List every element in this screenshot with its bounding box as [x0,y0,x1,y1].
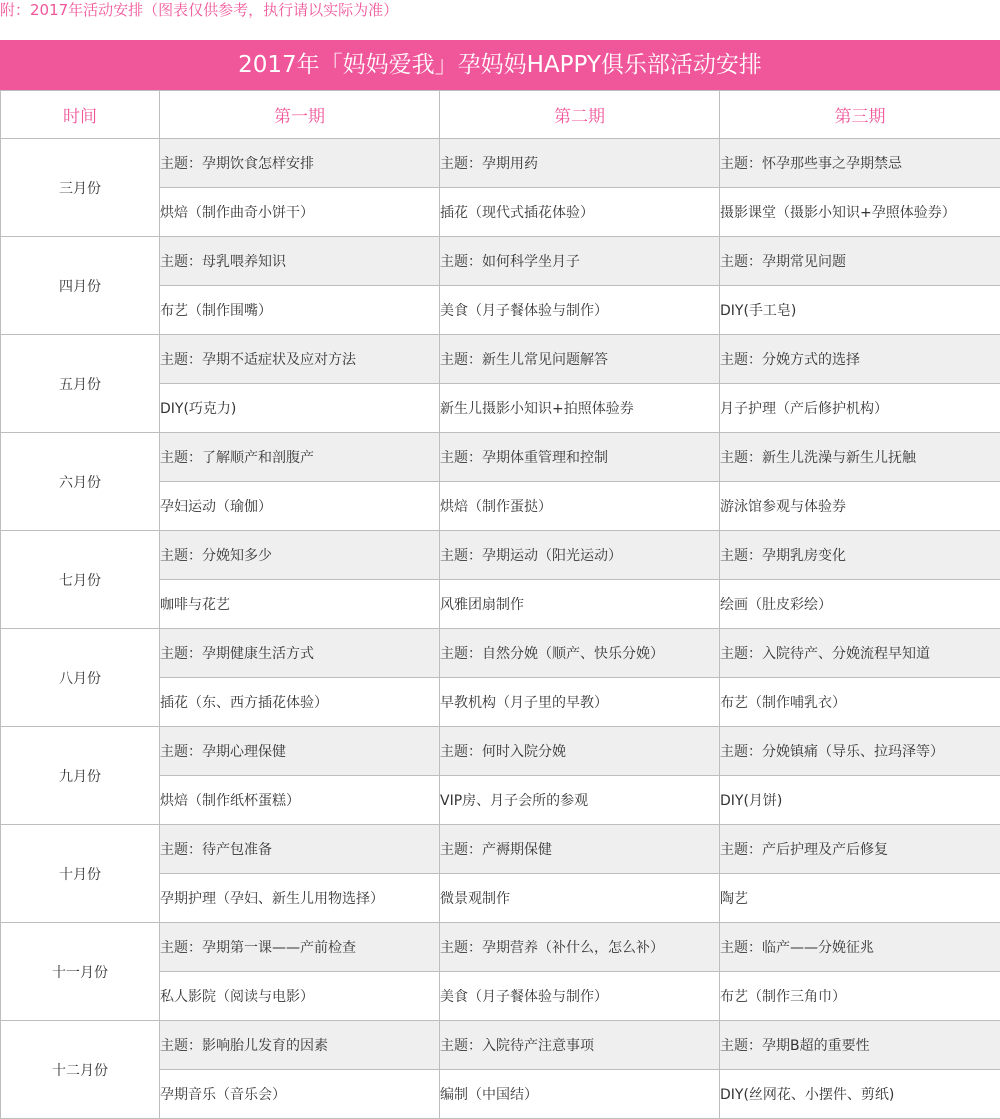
topic-cell: 主题：分娩镇痛（导乐、拉玛泽等） [720,727,1000,776]
topic-cell: 主题：入院待产、分娩流程早知道 [720,629,1000,678]
activity-cell: 陶艺 [720,874,1000,923]
topic-cell: 主题：待产包准备 [160,825,440,874]
month-cell: 三月份 [1,139,160,237]
month-cell: 七月份 [1,531,160,629]
activity-cell: 风雅团扇制作 [440,580,720,629]
table-body [1,139,1000,1119]
topic-cell: 主题：新生儿常见问题解答 [440,335,720,384]
topic-cell: 主题：如何科学坐月子 [440,237,720,286]
topic-cell: 主题：孕期体重管理和控制 [440,433,720,482]
topic-cell: 主题：怀孕那些事之孕期禁忌 [720,139,1000,188]
schedule-table [0,90,1000,1119]
header-period-1: 第一期 [160,91,440,139]
activity-cell: 插花（东、西方插花体验） [160,678,440,727]
topic-cell: 主题：何时入院分娩 [440,727,720,776]
table-row [1,825,1000,874]
table-row [1,1021,1000,1070]
topic-cell: 主题：孕期常见问题 [720,237,1000,286]
table-row [1,433,1000,482]
page-title: 2017年「妈妈爱我」孕妈妈HAPPY俱乐部活动安排 [0,40,1000,90]
topic-cell: 主题：分娩知多少 [160,531,440,580]
topic-cell: 主题：产后护理及产后修复 [720,825,1000,874]
topic-cell: 主题：新生儿洗澡与新生儿抚触 [720,433,1000,482]
table-row [1,727,1000,776]
activity-cell: 绘画（肚皮彩绘） [720,580,1000,629]
activity-cell: DIY(手工皂) [720,286,1000,335]
activity-cell: 插花（现代式插花体验） [440,188,720,237]
activity-cell: DIY(巧克力) [160,384,440,433]
activity-cell: 咖啡与花艺 [160,580,440,629]
activity-cell: 早教机构（月子里的早教） [440,678,720,727]
activity-cell: 编制（中国结） [440,1070,720,1119]
month-cell: 十一月份 [1,923,160,1021]
activity-cell: 游泳馆参观与体验券 [720,482,1000,531]
topic-cell: 主题：影响胎儿发育的因素 [160,1021,440,1070]
topic-cell: 主题：孕期心理保健 [160,727,440,776]
activity-cell: 布艺（制作三角巾） [720,972,1000,1021]
table-row [1,237,1000,286]
month-cell: 八月份 [1,629,160,727]
activity-cell: 布艺（制作围嘴） [160,286,440,335]
table-row [1,531,1000,580]
activity-cell: 孕妇运动（瑜伽） [160,482,440,531]
topic-cell: 主题：分娩方式的选择 [720,335,1000,384]
header-period-3: 第三期 [720,91,1000,139]
month-cell: 六月份 [1,433,160,531]
activity-cell: 美食（月子餐体验与制作） [440,972,720,1021]
topic-cell: 主题：孕期饮食怎样安排 [160,139,440,188]
activity-cell: 布艺（制作哺乳衣） [720,678,1000,727]
activity-cell: 新生儿摄影小知识+拍照体验券 [440,384,720,433]
topic-cell: 主题：了解顺产和剖腹产 [160,433,440,482]
header-time: 时间 [1,91,160,139]
month-cell: 四月份 [1,237,160,335]
activity-cell: 烘焙（制作蛋挞） [440,482,720,531]
footnote: 附：2017年活动安排（图表仅供参考，执行请以实际为准） [0,1,399,19]
month-cell: 十二月份 [1,1021,160,1119]
activity-cell: 摄影课堂（摄影小知识+孕照体验券） [720,188,1000,237]
activity-cell: 孕期护理（孕妇、新生儿用物选择） [160,874,440,923]
topic-cell: 主题：产褥期保健 [440,825,720,874]
activity-cell: 孕期音乐（音乐会） [160,1070,440,1119]
topic-cell: 主题：入院待产注意事项 [440,1021,720,1070]
activity-cell: DIY(丝网花、小摆件、剪纸) [720,1070,1000,1119]
month-cell: 五月份 [1,335,160,433]
topic-cell: 主题：孕期第一课——产前检查 [160,923,440,972]
topic-cell: 主题：孕期用药 [440,139,720,188]
table-header-row [1,91,1000,139]
topic-cell: 主题：孕期不适症状及应对方法 [160,335,440,384]
month-cell: 九月份 [1,727,160,825]
month-cell: 十月份 [1,825,160,923]
topic-cell: 主题：孕期健康生活方式 [160,629,440,678]
table-row [1,629,1000,678]
activity-cell: DIY(月饼) [720,776,1000,825]
topic-cell: 主题：临产——分娩征兆 [720,923,1000,972]
activity-cell: 烘焙（制作纸杯蛋糕） [160,776,440,825]
topic-cell: 主题：母乳喂养知识 [160,237,440,286]
activity-cell: 美食（月子餐体验与制作） [440,286,720,335]
table-row [1,139,1000,188]
activity-cell: 烘焙（制作曲奇小饼干） [160,188,440,237]
topic-cell: 主题：孕期运动（阳光运动） [440,531,720,580]
topic-cell: 主题：孕期乳房变化 [720,531,1000,580]
topic-cell: 主题：孕期B超的重要性 [720,1021,1000,1070]
topic-cell: 主题：自然分娩（顺产、快乐分娩） [440,629,720,678]
table-row [1,335,1000,384]
activity-cell: 微景观制作 [440,874,720,923]
header-period-2: 第二期 [440,91,720,139]
activity-cell: 私人影院（阅读与电影） [160,972,440,1021]
topic-cell: 主题：孕期营养（补什么，怎么补） [440,923,720,972]
table-row [1,923,1000,972]
activity-cell: VIP房、月子会所的参观 [440,776,720,825]
activity-cell: 月子护理（产后修护机构） [720,384,1000,433]
